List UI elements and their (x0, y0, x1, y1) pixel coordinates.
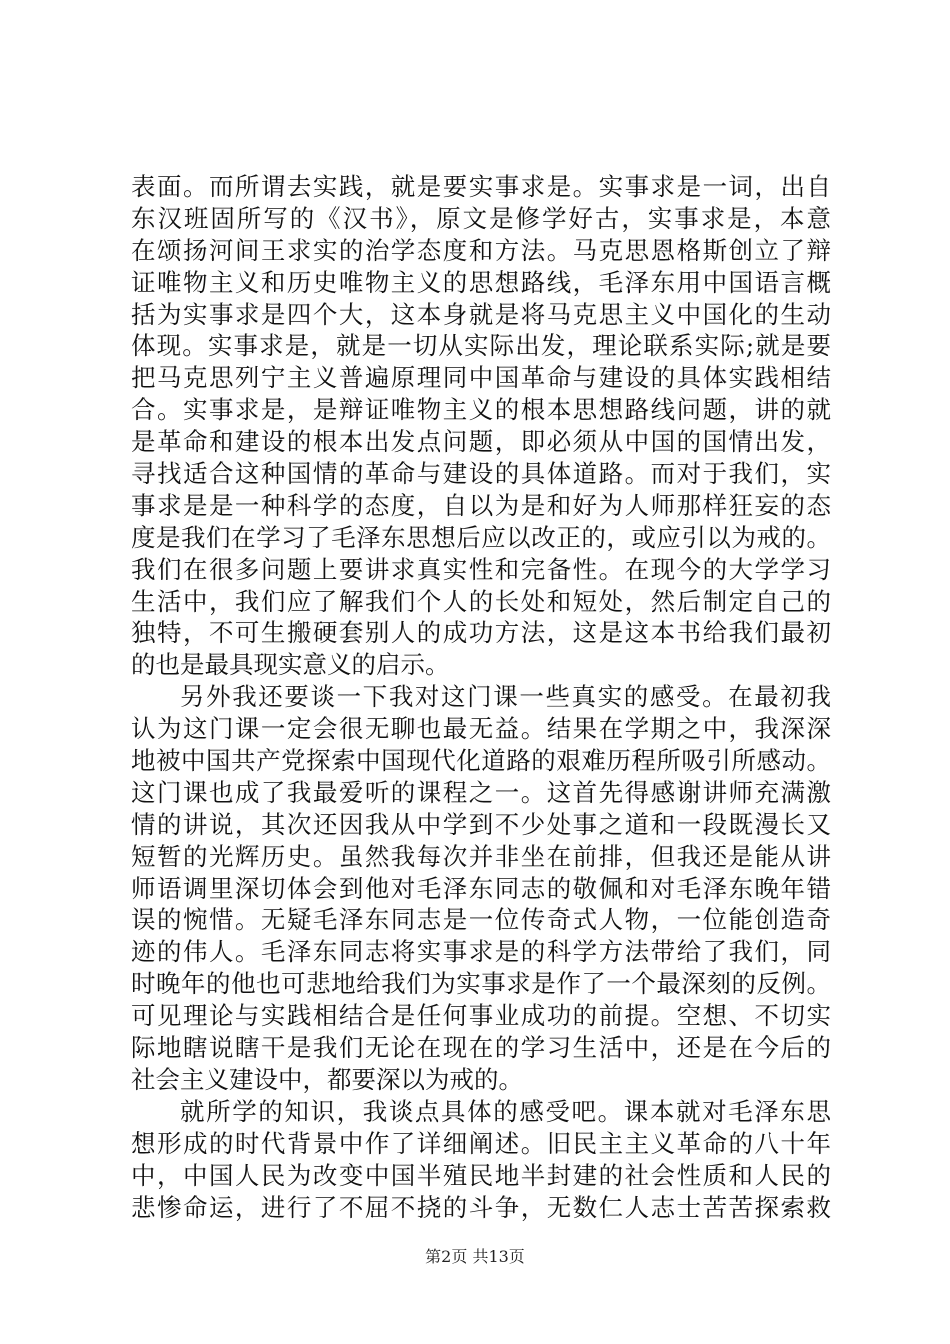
text-line: 在颂扬河间王求实的治学态度和方法。马克思恩格斯创立了辩 (131, 235, 831, 265)
text-line: 社会主义建设中，都要深以为戒的。 (131, 1064, 523, 1094)
page-footer (0, 1244, 950, 1267)
text-line: 括为实事求是四个大，这本身就是将马克思主义中国化的生动 (131, 299, 831, 329)
text-line: 认为这门课一定会很无聊也最无益。结果在学期之中，我深深 (131, 714, 831, 744)
text-line: 寻找适合这种国情的革命与建设的具体道路。而对于我们，实 (131, 459, 831, 489)
text-line: 悲惨命运，进行了不屈不挠的斗争，无数仁人志士苦苦探索救 (131, 1192, 831, 1222)
text-line: 可见理论与实践相结合是任何事业成功的前提。空想、不切实 (131, 1001, 831, 1031)
text-line: 中，中国人民为改变中国半殖民地半封建的社会性质和人民的 (131, 1160, 831, 1190)
text-line: 事求是是一种科学的态度，自以为是和好为人师那样狂妄的态 (131, 490, 831, 520)
paragraph-1 (131, 171, 831, 681)
text-line: 东汉班固所写的《汉书》，原文是修学好古，实事求是，本意 (131, 203, 831, 233)
text-line: 误的惋惜。无疑毛泽东同志是一位传奇式人物，一位能创造奇 (131, 905, 831, 935)
text-line: 生活中，我们应了解我们个人的长处和短处，然后制定自己的 (131, 586, 831, 616)
text-line: 证唯物主义和历史唯物主义的思想路线，毛泽东用中国语言概 (131, 267, 831, 297)
text-line: 时晚年的他也可悲地给我们为实事求是作了一个最深刻的反例。 (131, 969, 831, 999)
document-body (131, 171, 831, 1223)
paragraph-2 (131, 681, 831, 1096)
text-line: 想形成的时代背景中作了详细阐述。旧民主主义革命的八十年 (131, 1128, 831, 1158)
page-number: 第2页 共13页 (425, 1247, 525, 1266)
text-line: 独特，不可生搬硬套别人的成功方法，这是这本书给我们最初 (131, 618, 831, 648)
text-line: 际地瞎说瞎干是我们无论在现在的学习生活中，还是在今后的 (131, 1033, 831, 1063)
text-line: 度是我们在学习了毛泽东思想后应以改正的，或应引以为戒的。 (131, 522, 831, 552)
text-line: 把马克思列宁主义普遍原理同中国革命与建设的具体实践相结 (131, 363, 831, 393)
text-line: 迹的伟人。毛泽东同志将实事求是的科学方法带给了我们，同 (131, 937, 831, 967)
text-line: 是革命和建设的根本出发点问题，即必须从中国的国情出发， (131, 427, 831, 457)
paragraph-3 (131, 1096, 831, 1224)
text-line: 表面。而所谓去实践，就是要实事求是。实事求是一词，出自 (131, 172, 831, 201)
text-line: 就所学的知识，我谈点具体的感受吧。课本就对毛泽东思 (180, 1096, 831, 1126)
text-line: 短暂的光辉历史。虽然我每次并非坐在前排，但我还是能从讲 (131, 841, 831, 871)
text-line: 我们在很多问题上要讲求真实性和完备性。在现今的大学学习 (131, 554, 831, 584)
text-line: 体现。实事求是，就是一切从实际出发，理论联系实际;就是要 (131, 331, 831, 361)
text-line: 这门课也成了我最爱听的课程之一。这首先得感谢讲师充满激 (131, 777, 831, 807)
text-line: 的也是最具现实意义的启示。 (131, 650, 450, 680)
text-line: 情的讲说，其次还因我从中学到不少处事之道和一段既漫长又 (131, 809, 831, 839)
text-line: 地被中国共产党探索中国现代化道路的艰难历程所吸引所感动。 (131, 746, 831, 776)
text-line: 合。实事求是，是辩证唯物主义的根本思想路线问题，讲的就 (131, 395, 831, 425)
text-line: 师语调里深切体会到他对毛泽东同志的敬佩和对毛泽东晚年错 (131, 873, 831, 903)
text-line: 另外我还要谈一下我对这门课一些真实的感受。在最初我 (180, 682, 831, 712)
